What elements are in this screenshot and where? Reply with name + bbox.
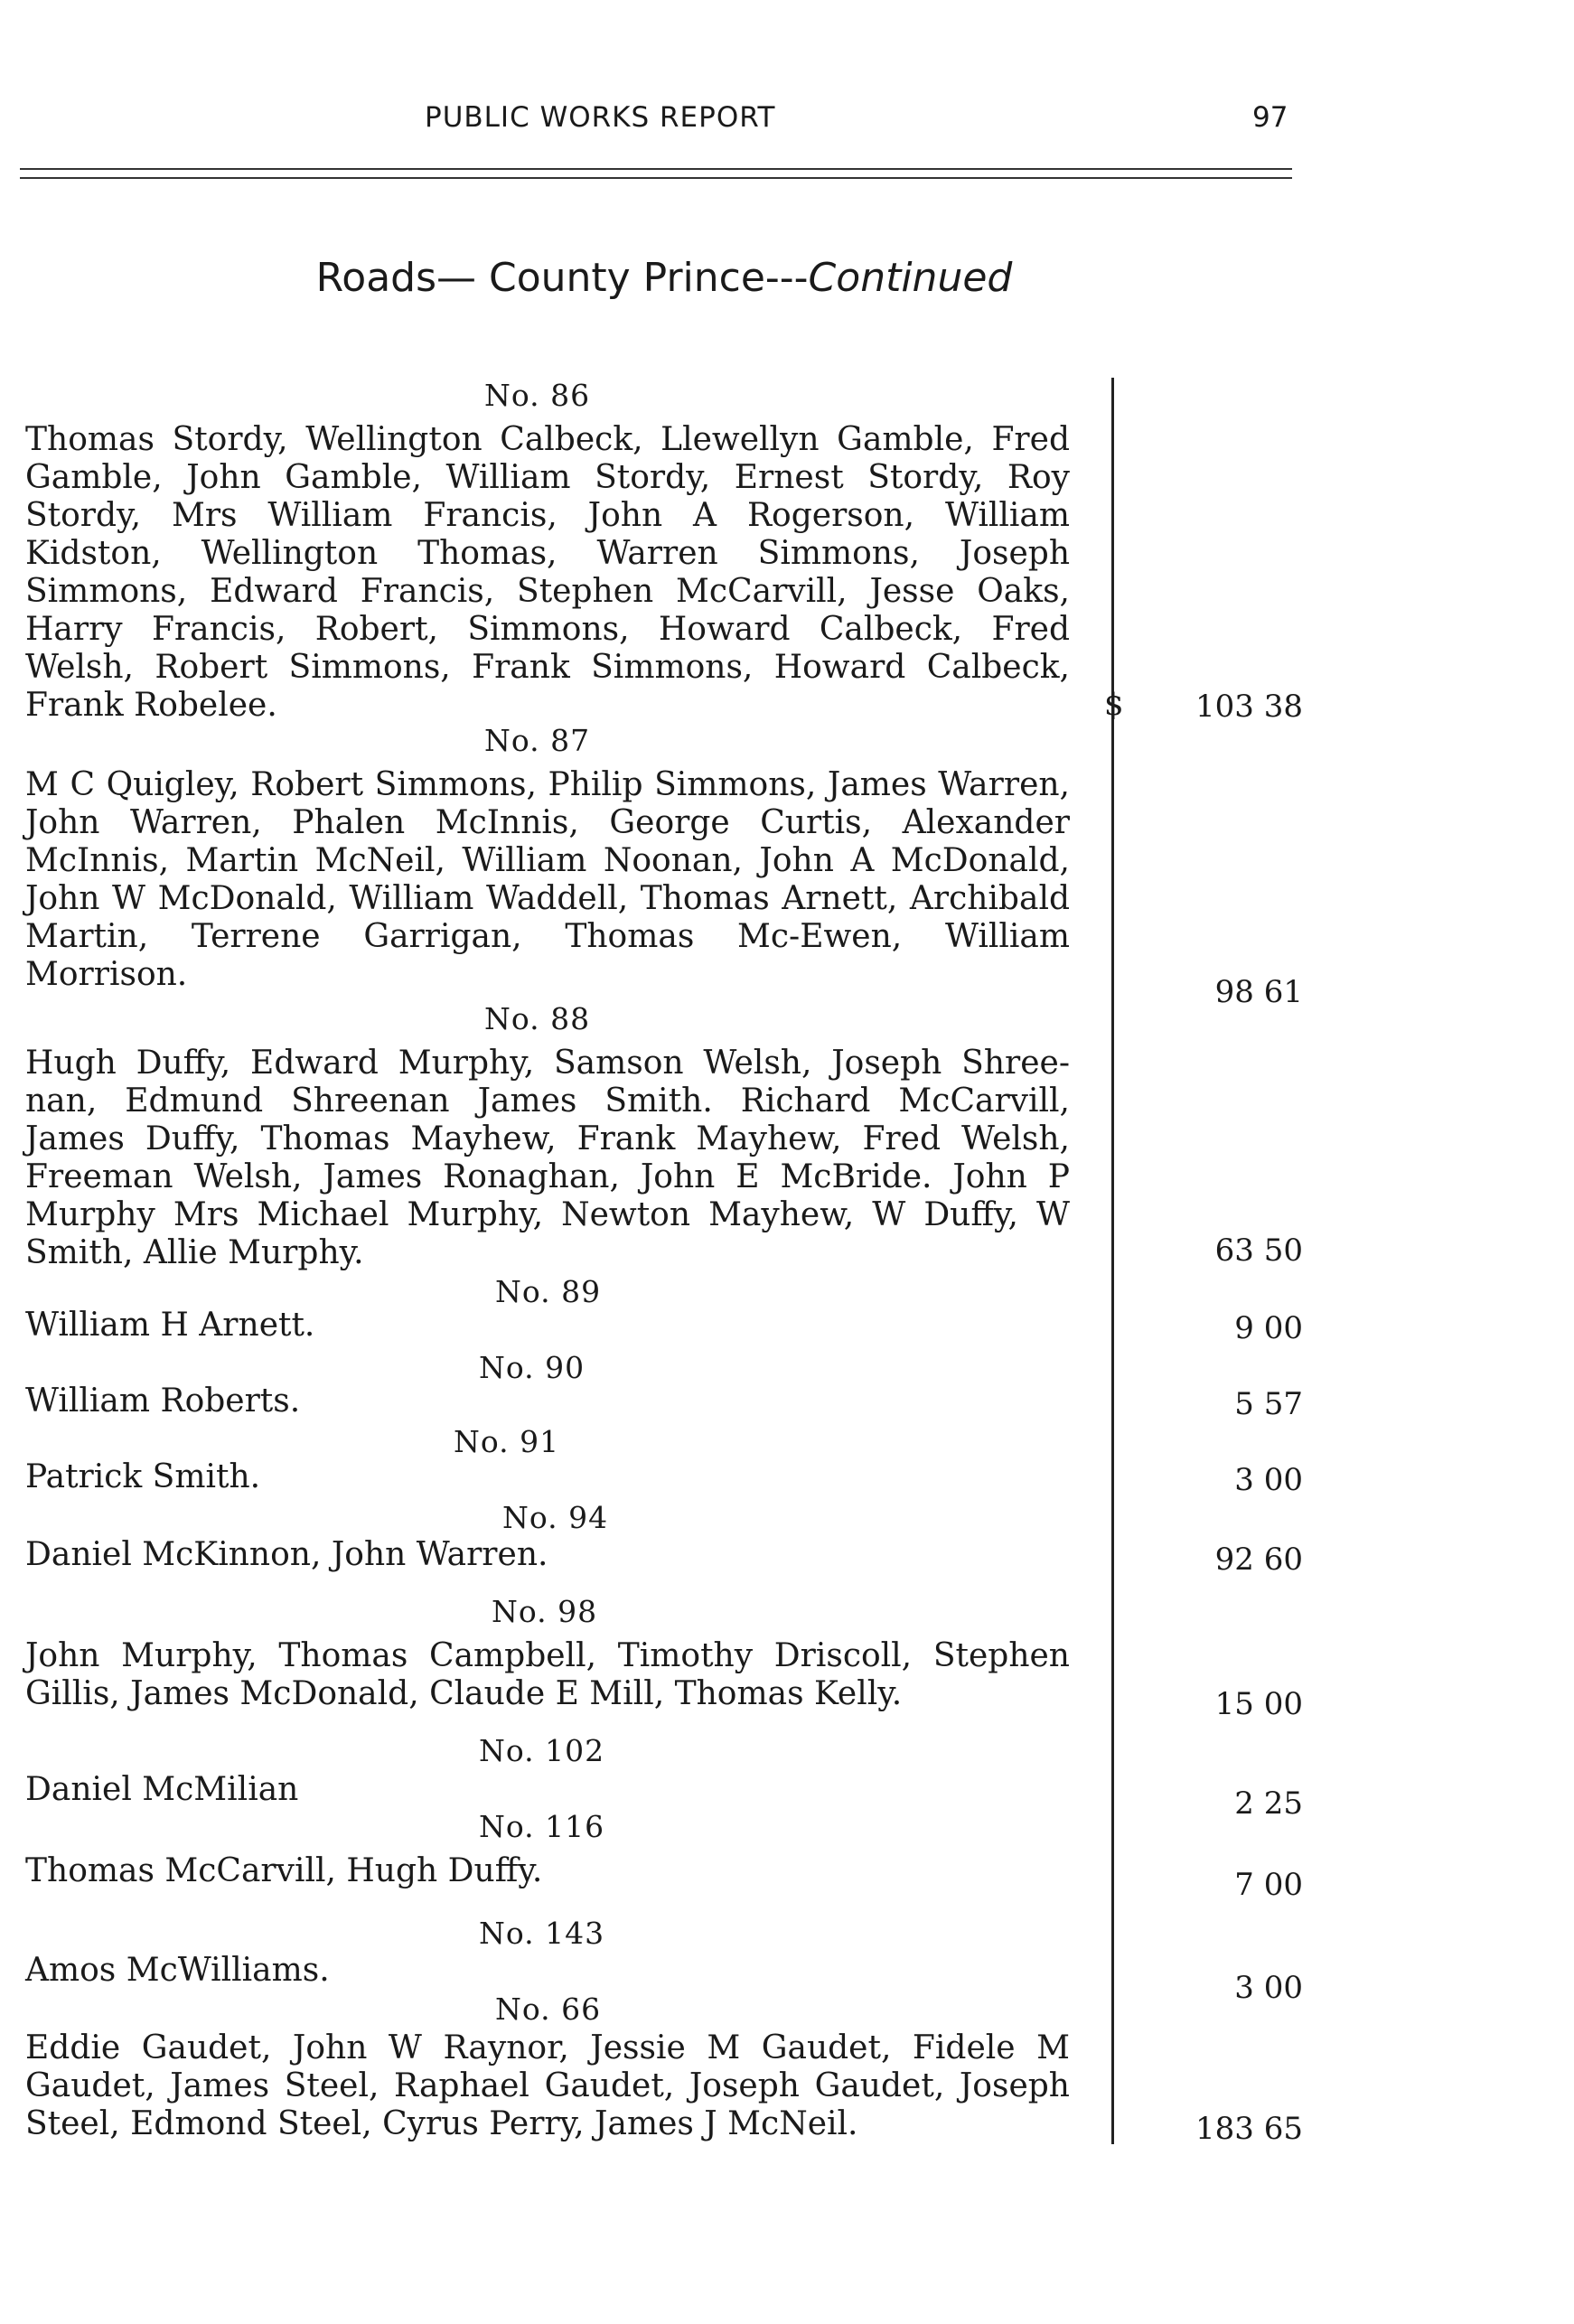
road-amount: 103 38 (1195, 689, 1303, 725)
amount-column-divider (1111, 378, 1114, 2144)
road-amount: 3 00 (1234, 1462, 1303, 1498)
section-title-continued: Continued (808, 255, 1013, 301)
currency-symbol: $ (1104, 687, 1124, 723)
road-number: No. 143 (479, 1916, 605, 1951)
header-rule-bottom (20, 177, 1292, 179)
road-number: No. 90 (479, 1350, 586, 1385)
road-number: No. 102 (479, 1733, 605, 1768)
header-rule-top (20, 168, 1292, 170)
road-workers: William Roberts. (25, 1382, 301, 1420)
road-amount: 7 00 (1234, 1867, 1303, 1903)
road-amount: 98 61 (1214, 974, 1303, 1010)
road-workers: Daniel McMilian (25, 1771, 299, 1808)
road-workers: Hugh Duffy, Edward Murphy, Samson Welsh, Joseph Shree-nan, Edmund Shreenan James Smith. Richard McCarvill, James Duffy, Thomas Mayhew, Frank Mayhew, Fred Welsh, Freeman Welsh, James Ronaghan, John E McBride. John P Murphy Mrs Michael Murphy, Newton Mayhew, W Duffy, W Smith, Allie Murphy. (25, 1045, 1070, 1271)
road-number: No. 89 (495, 1274, 602, 1309)
road-workers: Patrick Smith. (25, 1458, 261, 1495)
road-workers: Daniel McKinnon, John Warren. (25, 1536, 548, 1573)
road-number: No. 91 (454, 1424, 560, 1459)
road-workers: M C Quigley, Robert Simmons, Philip Simmons, James Warren, John Warren, Phalen McInnis, George Curtis, Alexander McInnis, Martin McNeil, William Noonan, John A McDonald, John W McDonald, William Waddell, Thomas Arnett, Archibald Martin, Terrene Garrigan, Thomas Mc-Ewen, William Morrison. (25, 766, 1070, 993)
road-number: No. 87 (484, 723, 591, 758)
road-workers: John Murphy, Thomas Campbell, Timothy Driscoll, Stephen Gillis, James McDonald, Claude E Mill, Thomas Kelly. (25, 1637, 1070, 1712)
road-amount: 183 65 (1195, 2111, 1303, 2147)
road-number: No. 94 (502, 1500, 609, 1535)
page-number: 97 (1252, 101, 1288, 134)
road-amount: 5 57 (1234, 1386, 1303, 1422)
road-amount: 15 00 (1214, 1686, 1303, 1722)
road-workers: Thomas McCarvill, Hugh Duffy. (25, 1852, 543, 1889)
road-number: No. 116 (479, 1809, 605, 1844)
section-title (0, 255, 1328, 301)
running-title: PUBLIC WORKS REPORT (425, 101, 776, 134)
road-number: No. 98 (492, 1594, 598, 1629)
road-workers: Eddie Gaudet, John W Raynor, Jessie M Gaudet, Fidele M Gaudet, James Steel, Raphael Gaudet, Joseph Gaudet, Joseph Steel, Edmond Steel, Cyrus Perry, James J McNeil. (25, 2029, 1070, 2142)
road-amount: 9 00 (1234, 1310, 1303, 1346)
road-amount: 3 00 (1234, 1970, 1303, 2006)
road-workers: Amos McWilliams. (25, 1952, 330, 1989)
road-workers: William H Arnett. (25, 1307, 315, 1344)
road-workers: Thomas Stordy, Wellington Calbeck, Llewellyn Gamble, Fred Gamble, John Gamble, William Stordy, Ernest Stordy, Roy Stordy, Mrs William Francis, John A Rogerson, William Kidston, Wellington Thomas, Warren Simmons, Joseph Simmons, Edward Francis, Stephen McCarvill, Jesse Oaks, Harry Francis, Robert, Simmons, Howard Calbeck, Fred Welsh, Robert Simmons, Frank Simmons, Howard Calbeck, Frank Robelee. (25, 421, 1070, 724)
road-number: No. 66 (495, 1991, 602, 2027)
road-amount: 63 50 (1214, 1232, 1303, 1269)
road-amount: 2 25 (1234, 1785, 1303, 1822)
road-number: No. 88 (484, 1001, 591, 1036)
road-amount: 92 60 (1214, 1542, 1303, 1578)
section-title-main: Roads— County Prince--- (315, 255, 809, 301)
road-number: No. 86 (484, 378, 591, 413)
